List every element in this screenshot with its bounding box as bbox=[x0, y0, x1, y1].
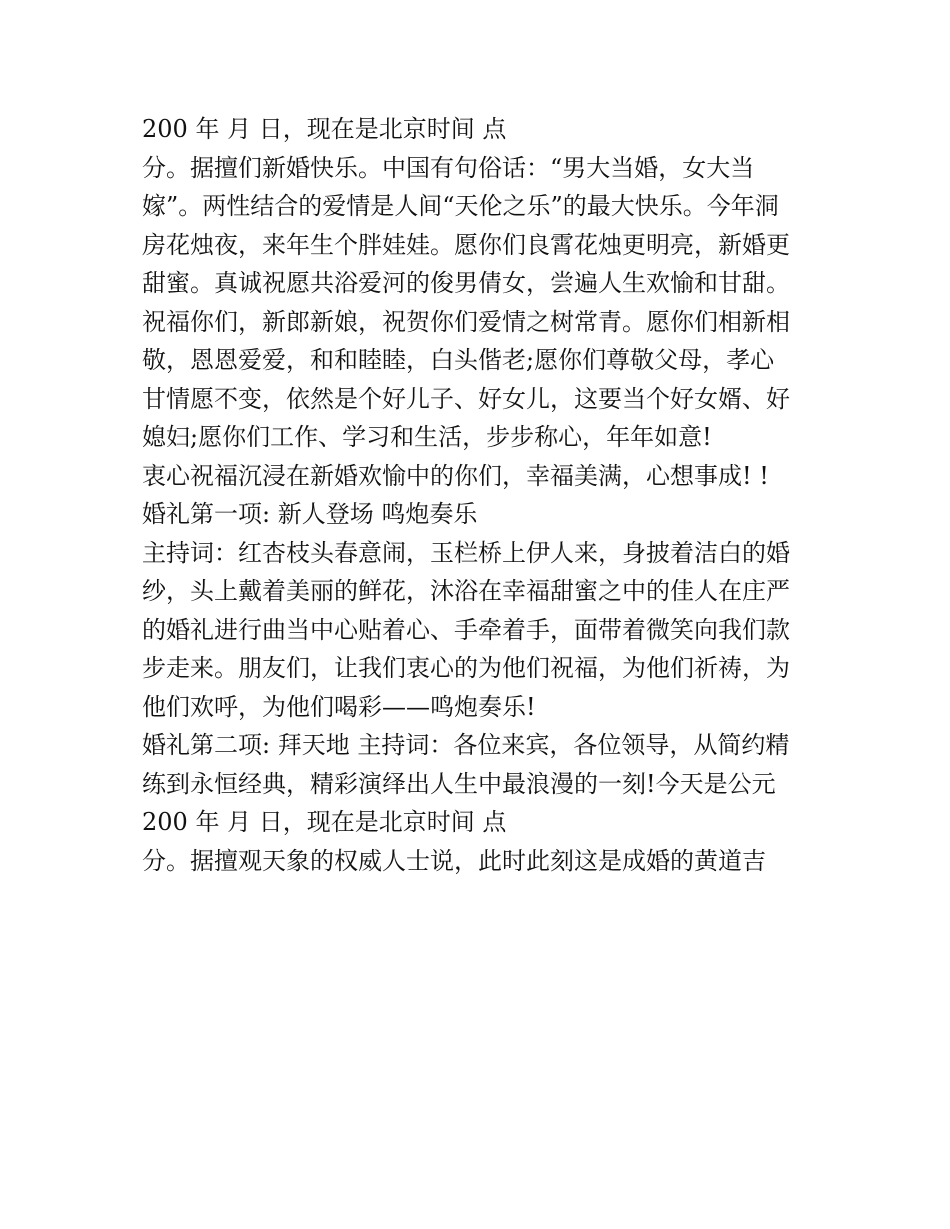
text-line: 步走来。朋友们，让我们衷心的为他们祝福，为他们祈祷，为 bbox=[142, 654, 790, 682]
text-line: 练到永恒经典，精彩演绎出人生中最浪漫的一刻!今天是公元 bbox=[142, 769, 776, 798]
text-line: 200 年 月 日，现在是北京时间 点 bbox=[142, 115, 507, 143]
text-line: 甜蜜。真诚祝愿共浴爱河的俊男倩女，尝遍人生欢愉和甘甜。 bbox=[142, 269, 790, 297]
text-line: 的婚礼进行曲当中心贴着心、手牵着手，面带着微笑向我们款 bbox=[142, 615, 790, 644]
text-line: 媳妇;愿你们工作、学习和生活，步步称心，年年如意! bbox=[142, 423, 712, 451]
text-line: 甘情愿不变，依然是个好儿子、好女儿，这要当个好女婿、好 bbox=[142, 384, 790, 413]
text-line: 衷心祝福沉浸在新婚欢愉中的你们，幸福美满，心想事成! ! bbox=[142, 461, 769, 490]
text-line: 他们欢呼，为他们喝彩——鸣炮奏乐! bbox=[142, 692, 536, 721]
text-line: 纱，头上戴着美丽的鲜花，沐浴在幸福甜蜜之中的佳人在庄严 bbox=[142, 577, 790, 605]
document-body bbox=[142, 110, 832, 880]
text-line: 祝福你们，新郎新娘，祝贺你们爱情之树常青。愿你们相新相 bbox=[142, 307, 790, 336]
text-line: 200 年 月 日，现在是北京时间 点 bbox=[142, 808, 507, 836]
text-line: 嫁”。两性结合的爱情是人间“天伦之乐”的最大快乐。今年洞 bbox=[142, 192, 779, 220]
text-line: 主持词：红杏枝头春意闹，玉栏桥上伊人来，身披着洁白的婚 bbox=[142, 538, 790, 567]
text-line: 敬，恩恩爱爱，和和睦睦，白头偕老;愿你们尊敬父母，孝心 bbox=[142, 346, 775, 374]
text-line: 分。据擅观天象的权威人士说，此时此刻这是成婚的黄道吉 bbox=[142, 846, 766, 875]
section-heading-1: 婚礼第一项: 新人登场 鸣炮奏乐 bbox=[142, 500, 478, 528]
text-line: 分。据擅们新婚快乐。中国有句俗话：“男大当婚，女大当 bbox=[142, 153, 755, 182]
text-line: 房花烛夜，来年生个胖娃娃。愿你们良霄花烛更明亮，新婚更 bbox=[142, 230, 790, 259]
section-heading-2: 婚礼第二项: 拜天地 主持词：各位来宾，各位领导，从简约精 bbox=[142, 731, 790, 759]
